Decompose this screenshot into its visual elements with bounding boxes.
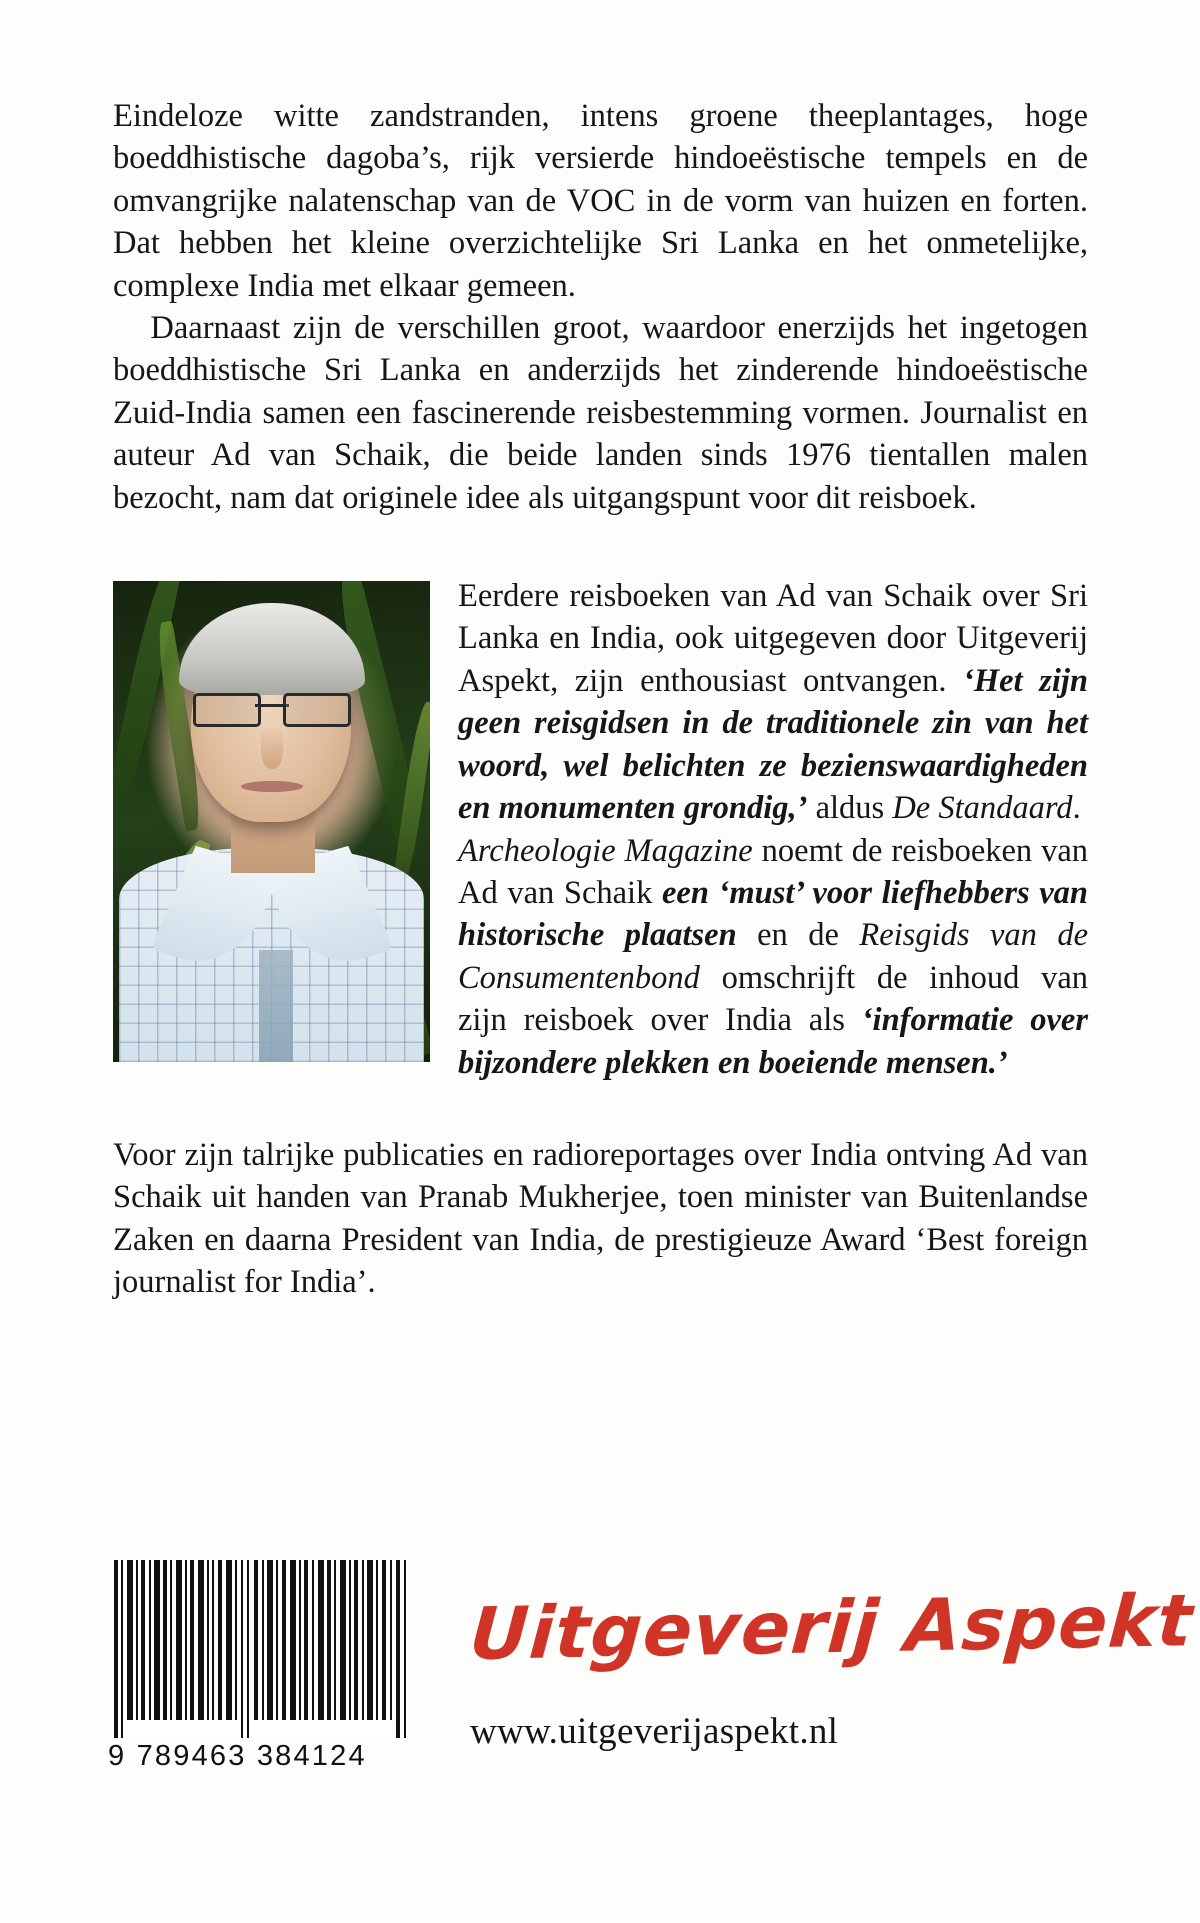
isbn-barcode-block: [108, 1560, 414, 1773]
review-source-archeologie: Archeologie Magazine: [458, 832, 753, 869]
publisher-block: [467, 1578, 1196, 1753]
review-text-cont: en de: [736, 917, 860, 954]
review-attrib-text: aldus: [807, 790, 893, 827]
review-quote-reisgids: ‘informatie over bijzondere plekken en boeiende mensen.’: [458, 1002, 1088, 1081]
review-source-destandaard: De Standaard: [892, 790, 1073, 827]
award-paragraph: Voor zijn talrijke publicaties en radioreportages over India ontving Ad van Schaik uit handen van Pranab Mukherjee, toen minister van Buitenlandse Zaken en daarna President van India, de prestigieuze Award ‘Best foreign journalist for India’.: [113, 1136, 1088, 1301]
cover-text-content: [113, 95, 1088, 1304]
review-quote-destandaard: ‘Het zijn geen reisgidsen in de traditionele zin van het woord, wel belichten ze bezienswaardigheden en monumenten grondig,’: [458, 662, 1088, 827]
author-portrait-photo: [113, 581, 430, 1062]
publisher-website[interactable]: www.uitgeverijaspekt.nl: [470, 1711, 839, 1752]
blurb-paragraph-2: Daarnaast zijn de verschillen groot, waardoor enerzijds het ingetogen boeddhistische Sri Lanka en anderzijds het zinderende hindoeëstische Zuid-India samen een fascinerende reisbestemming vormen. Journalist en auteur Ad van Schaik, die beide landen sinds 1976 tientallen malen bezocht, nam dat originele idee als uitgangspunt voor dit reisboek.: [113, 310, 1088, 516]
review-section: [113, 575, 1088, 1084]
review-text-cont-2: omschrijft de inhoud van zijn reisboek over India als: [458, 959, 1088, 1039]
review-quote-archeologie: een ‘must’ voor liefhebbers van historische plaatsen: [458, 874, 1088, 954]
barcode-icon: [108, 1560, 414, 1738]
review-source-reisgids: Reisgids van de Consumentenbond: [458, 917, 1088, 996]
publisher-logo: Uitgeverij Aspekt: [467, 1578, 1196, 1676]
review-attrib-period: .: [1072, 790, 1081, 827]
cover-footer: [0, 1560, 1200, 1923]
isbn-barcode-digits: 9 789463 384124: [108, 1740, 367, 1772]
blurb-paragraph-1: Eindeloze witte zandstranden, intens groene theeplantages, hoge boeddhistische dagoba’s, rijk versierde hindoeëstische tempels en de omvangrijke nalatenschap van de VOC in de vorm van huizen en forten. Dat hebben het kleine overzichtelijke Sri Lanka en het onmetelijke, complexe India met elkaar gemeen.: [113, 98, 1088, 304]
review-lead-in: Eerdere reisboeken van Ad van Schaik over Sri Lanka en India, ook uitgegeven door Uitgeverij Aspekt, zijn enthousiast ontvangen.: [458, 578, 1088, 699]
review-text-mid: noemt de reisboeken van Ad van Schaik: [458, 832, 1089, 911]
